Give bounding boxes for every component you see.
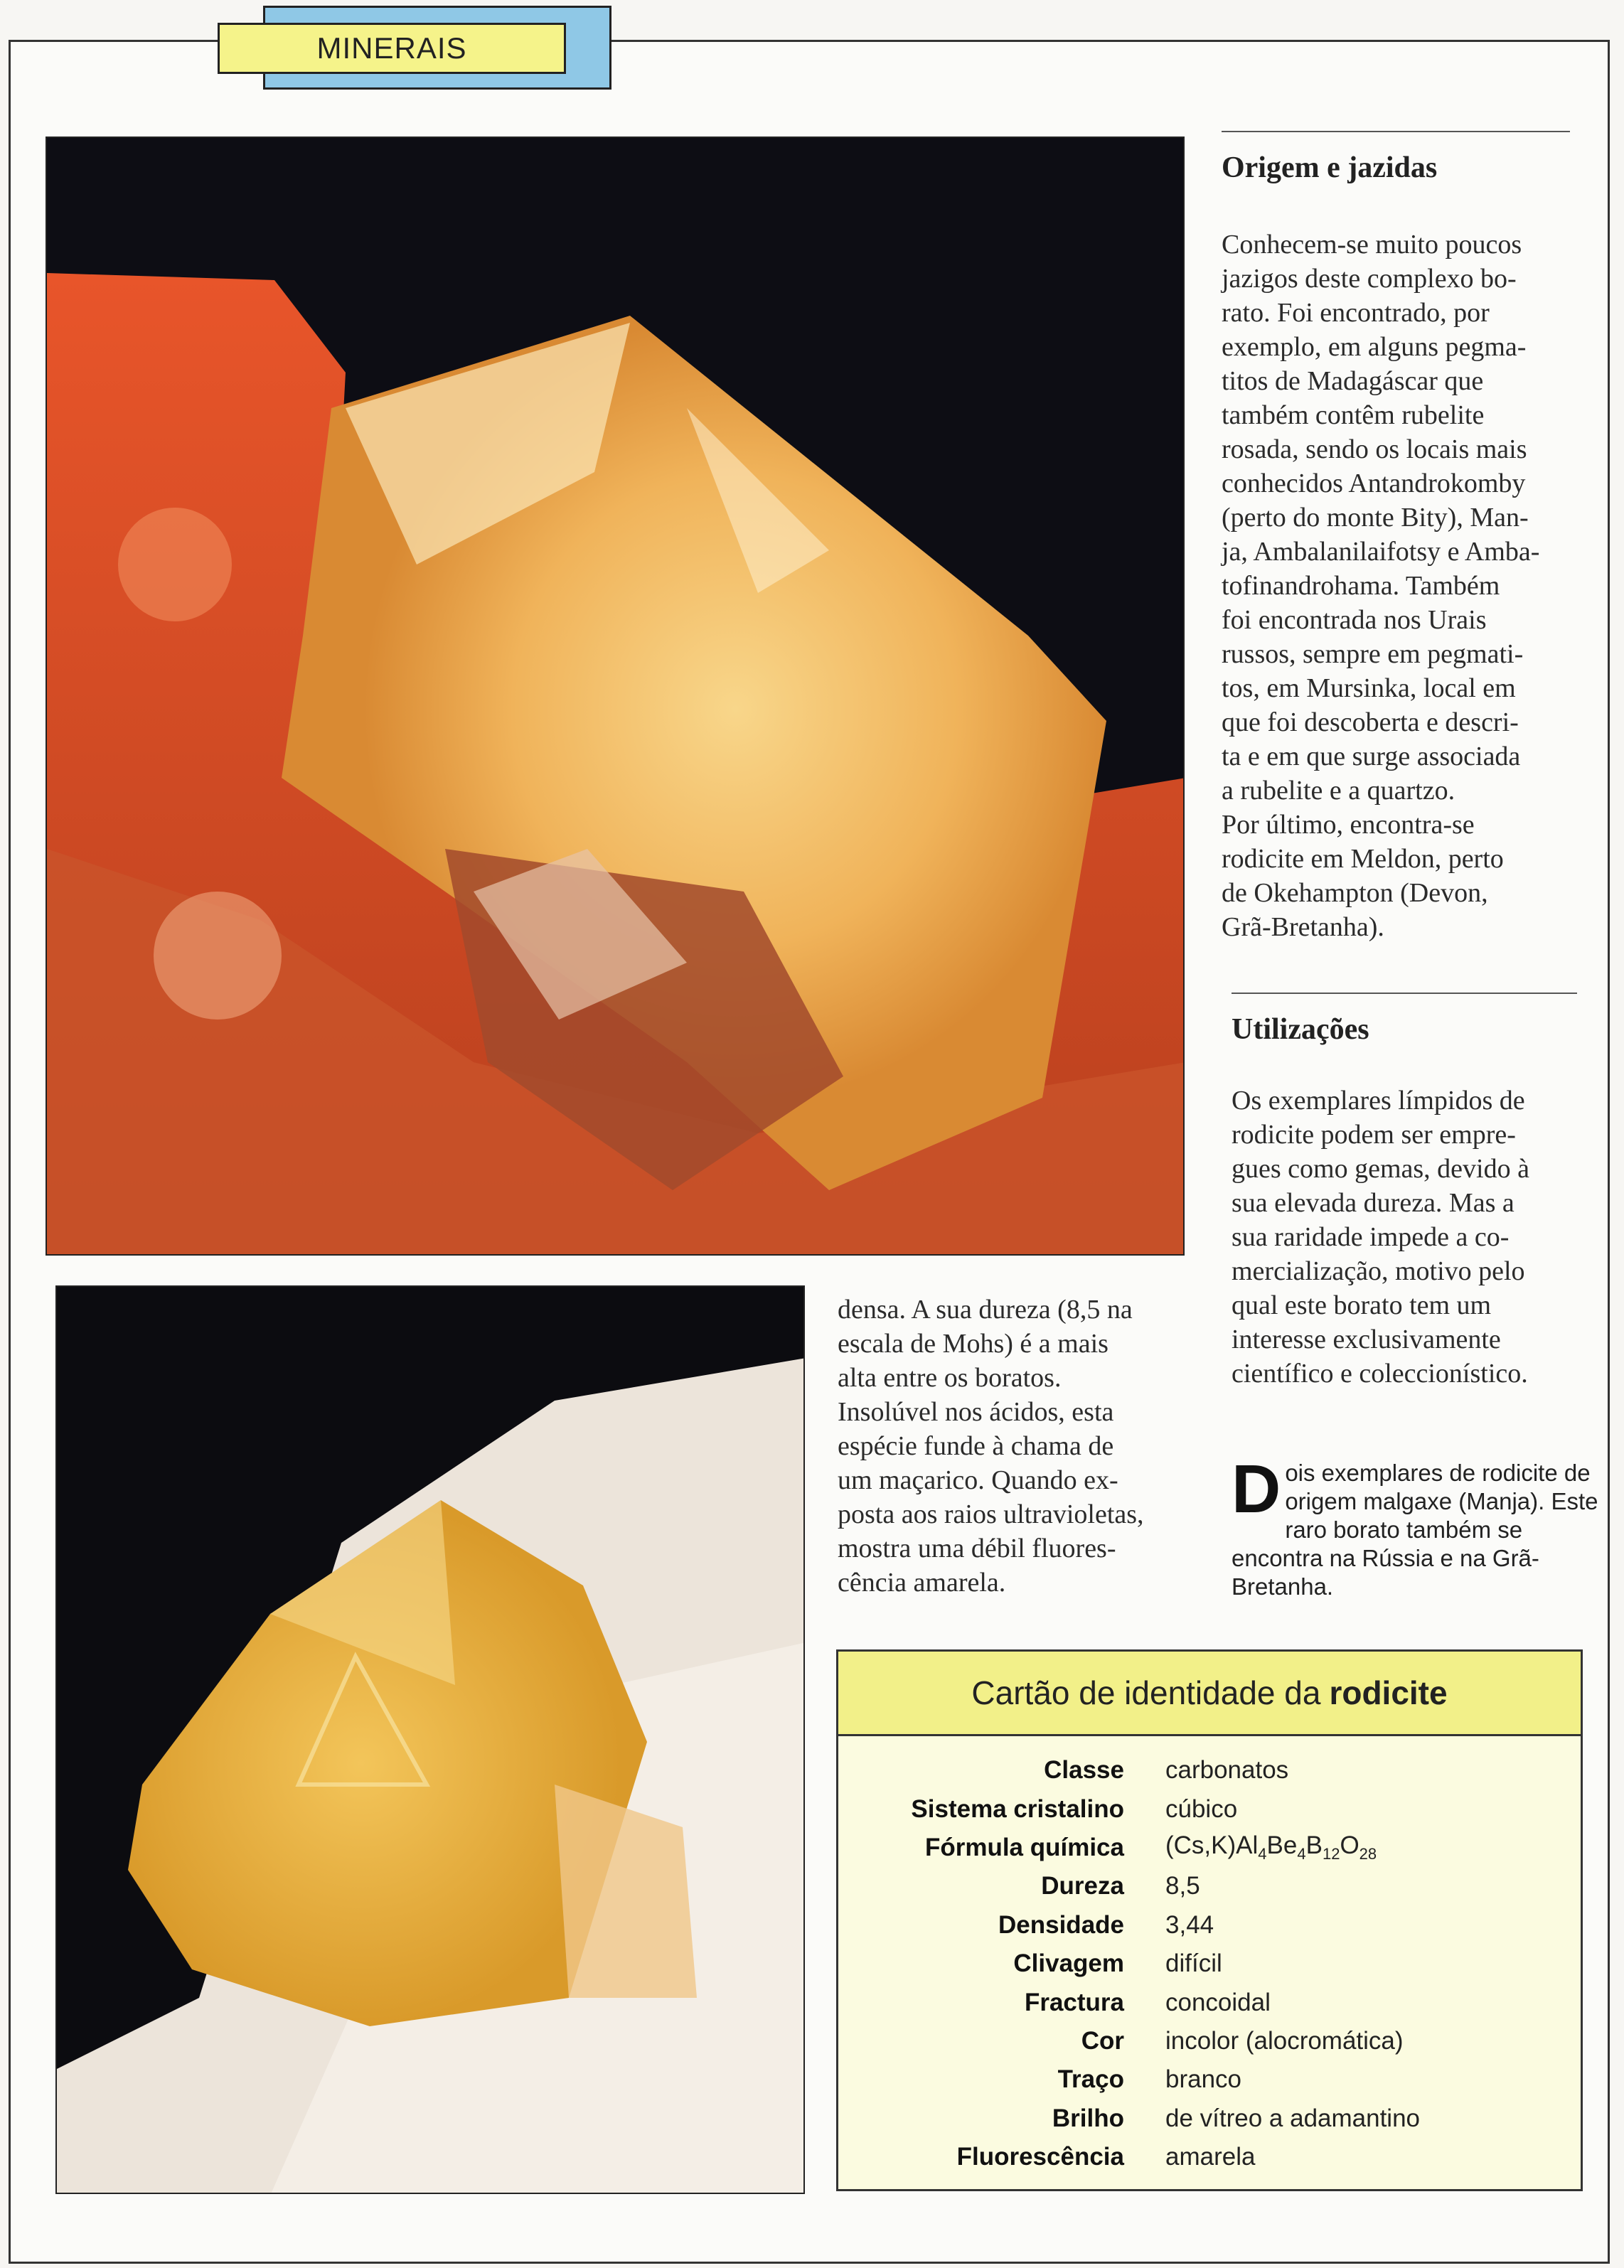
identity-row: [838, 1945, 1581, 1983]
identity-row-key: Classe: [1044, 1756, 1124, 1785]
middle-body: [838, 1293, 1224, 1600]
identity-row: [838, 1790, 1581, 1828]
identity-row-key: Fórmula química: [924, 1833, 1124, 1861]
section-label: MINERAIS: [316, 31, 467, 65]
middle_text-line: densa. A sua dureza (8,5 na: [838, 1295, 1133, 1325]
identity-row-value: carbonatos: [1165, 1756, 1289, 1785]
identity-row-key: Fluorescência: [956, 2143, 1124, 2171]
identity-card-rows: [838, 1751, 1581, 2176]
uses-line: sua raridade impede a co-: [1232, 1222, 1510, 1252]
uses-line: sua elevada dureza. Mas a: [1232, 1188, 1515, 1218]
identity-row: [838, 2099, 1581, 2138]
uses-line: interesse exclusivamente: [1232, 1325, 1501, 1354]
section-tab: [218, 23, 566, 74]
photo-caption: [1232, 1451, 1601, 1601]
identity-row-value: concoidal: [1165, 1988, 1271, 2016]
identity-row: [838, 1829, 1581, 1867]
identity-card: [836, 1649, 1583, 2191]
origin-line: russos, sempre em pegmati-: [1222, 639, 1524, 669]
uses-line: Os exemplares límpidos de: [1232, 1086, 1525, 1116]
identity-row-value: difícil: [1165, 1949, 1222, 1978]
identity-row-key: Dureza: [1041, 1872, 1124, 1900]
identity-row: [838, 2138, 1581, 2176]
middle_text-line: posta aos raios ultravioletas,: [838, 1499, 1144, 1529]
origin-heading: Origem e jazidas: [1222, 151, 1438, 184]
middle_text-line: mostra uma débil fluores-: [838, 1534, 1116, 1563]
origin-line: exemplo, em alguns pegma-: [1222, 332, 1527, 362]
origin-rule: [1222, 131, 1570, 132]
origin-line: que foi descoberta e descri-: [1222, 707, 1519, 737]
origin-line: ja, Ambalanilaifotsy e Amba-: [1222, 537, 1540, 567]
middle_text-line: escala de Mohs) é a mais: [838, 1329, 1109, 1359]
identity-row-value: $(Cs,K)Al_4Be_4B_{12}O_{28}$: [1165, 1831, 1377, 1863]
origin-line: tos, em Mursinka, local em: [1222, 673, 1516, 703]
identity-row: [838, 1906, 1581, 1945]
origin-line: ta e em que surge associada: [1222, 742, 1521, 771]
origin-line: jazigos deste complexo bo-: [1222, 264, 1517, 294]
origin-line: conhecidos Antandrokomby: [1222, 469, 1526, 498]
uses-line: gues como gemas, devido à: [1232, 1154, 1529, 1184]
origin-line: Por último, encontra-se: [1222, 810, 1475, 840]
mineral-photo-top: [46, 137, 1185, 1256]
identity-row-key: Fractura: [1024, 1988, 1124, 2016]
identity-row-key: Clivagem: [1013, 1949, 1124, 1978]
identity-row-value: branco: [1165, 2065, 1242, 2094]
identity-row-value: incolor (alocromática): [1165, 2026, 1404, 2055]
uses-rule: [1232, 993, 1577, 994]
origin-line: (perto do monte Bity), Man-: [1222, 503, 1529, 533]
origin-body: [1222, 228, 1570, 944]
middle_text-line: um maçarico. Quando ex-: [838, 1465, 1118, 1495]
identity-row: [838, 1867, 1581, 1905]
origin-line: Conhecem-se muito poucos: [1222, 230, 1522, 260]
identity-card-title: [838, 1652, 1581, 1736]
middle_text-line: alta entre os boratos.: [838, 1363, 1062, 1393]
identity-row: [838, 2022, 1581, 2060]
origin-line: titos de Madagáscar que: [1222, 366, 1484, 396]
identity-row: [838, 1751, 1581, 1790]
mineral-photo-bottom: [55, 1285, 805, 2194]
origin-line: Grã-Bretanha).: [1222, 912, 1384, 942]
uses-line: mercialização, motivo pelo: [1232, 1256, 1525, 1286]
origin-line: de Okehampton (Devon,: [1222, 878, 1488, 908]
origin-line: rosada, sendo os locais mais: [1222, 434, 1527, 464]
origin-line: rato. Foi encontrado, por: [1222, 298, 1490, 328]
uses-line: científico e coleccionístico.: [1232, 1359, 1528, 1389]
middle_text-line: espécie funde à chama de: [838, 1431, 1114, 1461]
identity-row-key: Densidade: [998, 1910, 1124, 1939]
identity-card-title-prefix: Cartão de identidade da: [971, 1674, 1321, 1711]
middle_text-line: Insolúvel nos ácidos, esta: [838, 1397, 1114, 1427]
origin-line: rodicite em Meldon, perto: [1222, 844, 1504, 874]
origin-line: também contêm rubelite: [1222, 400, 1485, 430]
identity-card-title-mineral: rodicite: [1329, 1674, 1448, 1711]
identity-row-value: cúbico: [1165, 1794, 1238, 1823]
identity-row-value: 8,5: [1165, 1872, 1200, 1900]
identity-row-key: Brilho: [1052, 2104, 1124, 2132]
caption-dropcap: D: [1232, 1451, 1281, 1527]
identity-row-key: Cor: [1081, 2026, 1124, 2055]
origin-line: foi encontrada nos Urais: [1222, 605, 1487, 635]
uses-line: qual este borato tem um: [1232, 1290, 1492, 1320]
uses-body: [1232, 1084, 1577, 1391]
identity-row-key: Sistema cristalino: [911, 1794, 1124, 1823]
uses-heading: Utilizações: [1232, 1013, 1369, 1046]
identity-row: [838, 1983, 1581, 2021]
caption-text: ois exemplares de rodicite de origem malgaxe (Manja). Este raro borato também se encontra na Rússia e na Grã-Bretanha.: [1232, 1460, 1598, 1600]
uses-line: rodicite podem ser empre-: [1232, 1120, 1516, 1150]
identity-row-key: Traço: [1057, 2065, 1124, 2094]
identity-row: [838, 2060, 1581, 2099]
identity-row-value: de vítreo a adamantino: [1165, 2104, 1421, 2132]
middle_text-line: cência amarela.: [838, 1568, 1006, 1598]
origin-line: a rubelite e a quartzo.: [1222, 776, 1455, 806]
origin-line: tofinandrohama. Também: [1222, 571, 1500, 601]
identity-row-value: amarela: [1165, 2143, 1256, 2171]
identity-row-value: 3,44: [1165, 1910, 1214, 1939]
